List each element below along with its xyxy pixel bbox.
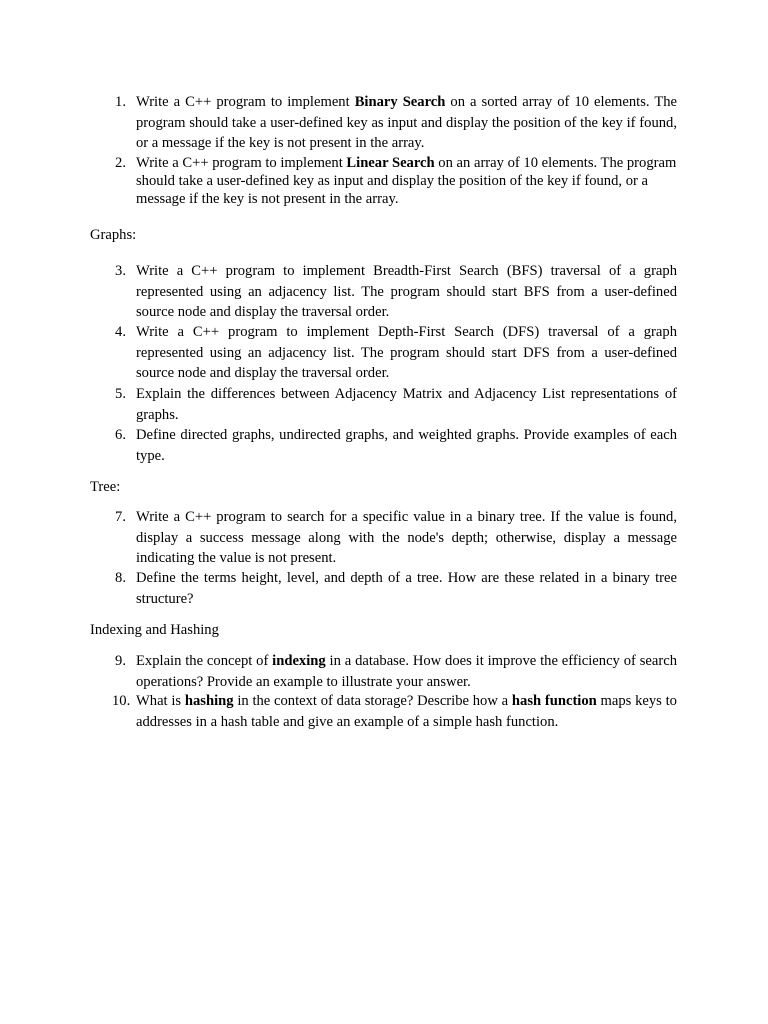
question-text: Write a C++ program to implement xyxy=(136,94,355,110)
question-7: Write a C++ program to search for a specific value in a binary tree. If the value is found, display a success message along with the node's depth; otherwise, display a message indicating the value is not present. xyxy=(136,509,677,566)
question-4: Write a C++ program to implement Depth-First Search (DFS) traversal of a graph represented using an adjacency list. The program should start DFS from a user-defined source node and display the traversal order. xyxy=(136,324,677,381)
question-6: Define directed graphs, undirected graphs, and weighted graphs. Provide examples of each type. xyxy=(136,427,677,464)
bold-term: hash function xyxy=(511,693,597,709)
bold-term: indexing xyxy=(272,653,326,669)
item-number: 8. xyxy=(115,570,126,586)
item-number: 4. xyxy=(115,324,126,340)
question-text: What is xyxy=(136,693,185,709)
section-heading-graphs: Graphs: xyxy=(90,227,137,243)
item-number: 7. xyxy=(115,509,126,525)
item-number: 5. xyxy=(115,386,126,402)
item-number: 1. xyxy=(115,94,126,110)
item-number: 10. xyxy=(112,693,131,709)
question-9 xyxy=(136,651,677,692)
question-text: on a sorted array of 10 elements. The program should take a user-defined key as input and display the position of the key if found, or a message if the key is not present in the array. xyxy=(136,94,678,151)
section-heading-indexing: Indexing and Hashing xyxy=(90,622,219,638)
question-text: in a database. How does it improve the efficiency of search operations? Provide an example to illustrate your answer. xyxy=(136,653,677,690)
item-number: 3. xyxy=(115,263,126,279)
question-3: Write a C++ program to implement Breadth-First Search (BFS) traversal of a graph represented using an adjacency list. The program should start BFS from a user-defined source node and display the traversal order. xyxy=(136,263,677,320)
question-1 xyxy=(136,92,677,154)
question-text: in the context of data storage? Describe how a xyxy=(233,693,512,709)
item-number: 6. xyxy=(115,427,126,443)
question-10 xyxy=(136,691,677,732)
question-text: on an array of 10 elements. The program should take a user-defined key as input and display the position of the key if found, or a message if the key is not present in the array. xyxy=(136,155,677,207)
question-5: Explain the differences between Adjacency Matrix and Adjacency List representations of graphs. xyxy=(136,386,677,423)
question-text: maps keys to addresses in a hash table and give an example of a simple hash function. xyxy=(136,693,677,730)
question-2 xyxy=(136,154,677,208)
item-number: 9. xyxy=(115,653,126,669)
item-number: 2. xyxy=(115,155,126,171)
question-text: Write a C++ program to implement xyxy=(136,155,347,171)
bold-term: Binary Search xyxy=(354,94,446,110)
question-text: Explain the concept of xyxy=(136,653,273,669)
bold-term: hashing xyxy=(184,693,234,709)
question-8: Define the terms height, level, and depth of a tree. How are these related in a binary tree structure? xyxy=(136,570,677,607)
bold-term: Linear Search xyxy=(346,155,435,171)
section-heading-tree: Tree: xyxy=(90,479,121,495)
